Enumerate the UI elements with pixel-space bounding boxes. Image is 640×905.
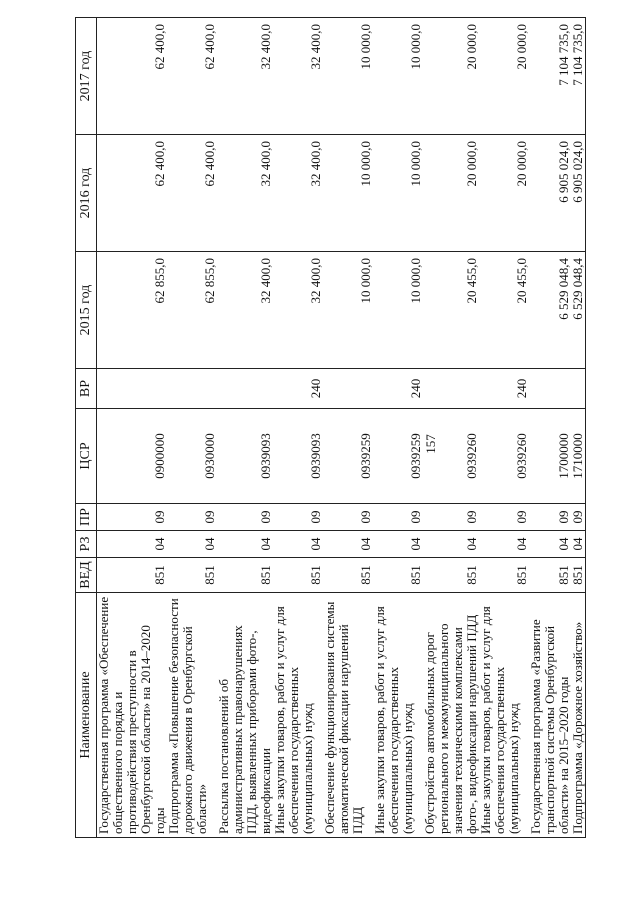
cell-rz: 04 bbox=[571, 531, 586, 558]
column-header-name: Наименование bbox=[76, 593, 97, 838]
cell-2017: 10 000,0 bbox=[373, 18, 423, 135]
cell-pr: 09 bbox=[373, 504, 423, 531]
cell-name: Подпрограмма «Дорожное хозяйство» bbox=[571, 593, 586, 838]
cell-pr: 09 bbox=[167, 504, 217, 531]
cell-2015: 10 000,0 bbox=[323, 252, 373, 369]
cell-name: Рассылка постановлений об административных правонарушениях ПДД, выявленных приборами фото-, видеофиксации bbox=[217, 593, 273, 838]
cell-vr bbox=[571, 369, 586, 409]
column-header-2017: 2017 год bbox=[76, 18, 97, 135]
cell-pr: 09 bbox=[97, 504, 168, 531]
cell-ved: 851 bbox=[273, 558, 323, 593]
cell-2015: 10 000,0 bbox=[373, 252, 423, 369]
cell-2015: 6 529 048,4 bbox=[571, 252, 586, 369]
column-header-pr: ПР bbox=[76, 504, 97, 531]
cell-pr: 09 bbox=[529, 504, 571, 531]
cell-ved: 851 bbox=[529, 558, 571, 593]
cell-2016: 20 000,0 bbox=[423, 135, 479, 252]
cell-pr: 09 bbox=[571, 504, 586, 531]
cell-2017: 32 400,0 bbox=[217, 18, 273, 135]
cell-name: Иные закупки товаров, работ и услуг для обеспечения государственных (муниципальных) нужд bbox=[273, 593, 323, 838]
cell-ved: 851 bbox=[571, 558, 586, 593]
cell-csr: 0939260 bbox=[479, 409, 529, 504]
budget-table-container bbox=[75, 18, 640, 838]
column-header-2016: 2016 год bbox=[76, 135, 97, 252]
cell-csr: 0900000 bbox=[97, 409, 168, 504]
cell-2016: 10 000,0 bbox=[323, 135, 373, 252]
cell-name: Иные закупки товаров, работ и услуг для обеспечения государственных (муниципальных) нужд bbox=[373, 593, 423, 838]
cell-2017: 7 104 735,0 bbox=[529, 18, 571, 135]
cell-vr bbox=[529, 369, 571, 409]
cell-ved: 851 bbox=[323, 558, 373, 593]
cell-pr: 09 bbox=[273, 504, 323, 531]
cell-csr: 1710000 bbox=[571, 409, 586, 504]
cell-2017: 62 400,0 bbox=[97, 18, 168, 135]
cell-rz: 04 bbox=[423, 531, 479, 558]
page-number: 157 bbox=[423, 434, 438, 454]
cell-name: Подпрограмма «Повышение безопасности дорожного движения в Оренбургской области» bbox=[167, 593, 217, 838]
cell-rz: 04 bbox=[373, 531, 423, 558]
cell-2016: 32 400,0 bbox=[217, 135, 273, 252]
table-row bbox=[273, 18, 323, 838]
cell-2017: 62 400,0 bbox=[167, 18, 217, 135]
cell-vr bbox=[323, 369, 373, 409]
cell-2016: 6 905 024,0 bbox=[571, 135, 586, 252]
cell-2016: 20 000,0 bbox=[479, 135, 529, 252]
cell-pr: 09 bbox=[479, 504, 529, 531]
cell-csr: 0939260 bbox=[423, 409, 479, 504]
cell-rz: 04 bbox=[97, 531, 168, 558]
column-header-rz: РЗ bbox=[76, 531, 97, 558]
cell-name: Государственная программа «Обеспечение общественного порядка и противодействия преступности в Оренбургской области» на 2014–2020 годы bbox=[97, 593, 168, 838]
column-header-csr: ЦСР bbox=[76, 409, 97, 504]
cell-vr: 240 bbox=[373, 369, 423, 409]
table-row bbox=[167, 18, 217, 838]
cell-ved: 851 bbox=[373, 558, 423, 593]
cell-vr bbox=[423, 369, 479, 409]
cell-rz: 04 bbox=[323, 531, 373, 558]
table-row bbox=[571, 18, 586, 838]
cell-pr: 09 bbox=[217, 504, 273, 531]
cell-rz: 04 bbox=[479, 531, 529, 558]
cell-vr: 240 bbox=[273, 369, 323, 409]
cell-csr: 0939259 bbox=[373, 409, 423, 504]
table-header-row bbox=[76, 18, 97, 838]
cell-2017: 20 000,0 bbox=[423, 18, 479, 135]
column-header-ved: ВЕД bbox=[76, 558, 97, 593]
cell-vr bbox=[217, 369, 273, 409]
cell-2015: 62 855,0 bbox=[97, 252, 168, 369]
table-row bbox=[323, 18, 373, 838]
column-header-2015: 2015 год bbox=[76, 252, 97, 369]
cell-rz: 04 bbox=[273, 531, 323, 558]
cell-2017: 10 000,0 bbox=[323, 18, 373, 135]
cell-2016: 62 400,0 bbox=[167, 135, 217, 252]
table-row bbox=[373, 18, 423, 838]
cell-csr: 0939093 bbox=[273, 409, 323, 504]
cell-2015: 20 455,0 bbox=[479, 252, 529, 369]
cell-vr bbox=[97, 369, 168, 409]
cell-2017: 7 104 735,0 bbox=[571, 18, 586, 135]
cell-rz: 04 bbox=[217, 531, 273, 558]
cell-2015: 62 855,0 bbox=[167, 252, 217, 369]
cell-pr: 09 bbox=[423, 504, 479, 531]
column-header-vr: ВР bbox=[76, 369, 97, 409]
table-row bbox=[479, 18, 529, 838]
cell-rz: 04 bbox=[167, 531, 217, 558]
cell-name: Обеспечение функционирования системы автоматической фиксации нарушений ПДД bbox=[323, 593, 373, 838]
cell-2017: 32 400,0 bbox=[273, 18, 323, 135]
cell-csr: 1700000 bbox=[529, 409, 571, 504]
cell-vr: 240 bbox=[479, 369, 529, 409]
cell-ved: 851 bbox=[97, 558, 168, 593]
cell-pr: 09 bbox=[323, 504, 373, 531]
cell-vr bbox=[167, 369, 217, 409]
cell-2015: 32 400,0 bbox=[273, 252, 323, 369]
cell-name: Обустройство автомобильных дорог регионального и межмуниципального значения техническими комплексами фото-, видеофиксации нарушений ПДД bbox=[423, 593, 479, 838]
cell-name: Государственная программа «Развитие транспортной системы Оренбургской области» на 2015–2020 годы bbox=[529, 593, 571, 838]
cell-2016: 32 400,0 bbox=[273, 135, 323, 252]
cell-2015: 6 529 048,4 bbox=[529, 252, 571, 369]
cell-ved: 851 bbox=[479, 558, 529, 593]
cell-csr: 0939259 bbox=[323, 409, 373, 504]
cell-rz: 04 bbox=[529, 531, 571, 558]
cell-ved: 851 bbox=[217, 558, 273, 593]
cell-2017: 20 000,0 bbox=[479, 18, 529, 135]
table-row bbox=[423, 18, 479, 838]
cell-2016: 6 905 024,0 bbox=[529, 135, 571, 252]
cell-ved: 851 bbox=[423, 558, 479, 593]
cell-2016: 10 000,0 bbox=[373, 135, 423, 252]
cell-ved: 851 bbox=[167, 558, 217, 593]
table-row bbox=[529, 18, 571, 838]
cell-2015: 32 400,0 bbox=[217, 252, 273, 369]
table-row bbox=[217, 18, 273, 838]
cell-2015: 20 455,0 bbox=[423, 252, 479, 369]
cell-2016: 62 400,0 bbox=[97, 135, 168, 252]
budget-table bbox=[75, 17, 586, 838]
cell-csr: 0930000 bbox=[167, 409, 217, 504]
table-row bbox=[97, 18, 168, 838]
cell-csr: 0939093 bbox=[217, 409, 273, 504]
cell-name: Иные закупки товаров, работ и услуг для обеспечения государственных (муниципальных) нужд bbox=[479, 593, 529, 838]
